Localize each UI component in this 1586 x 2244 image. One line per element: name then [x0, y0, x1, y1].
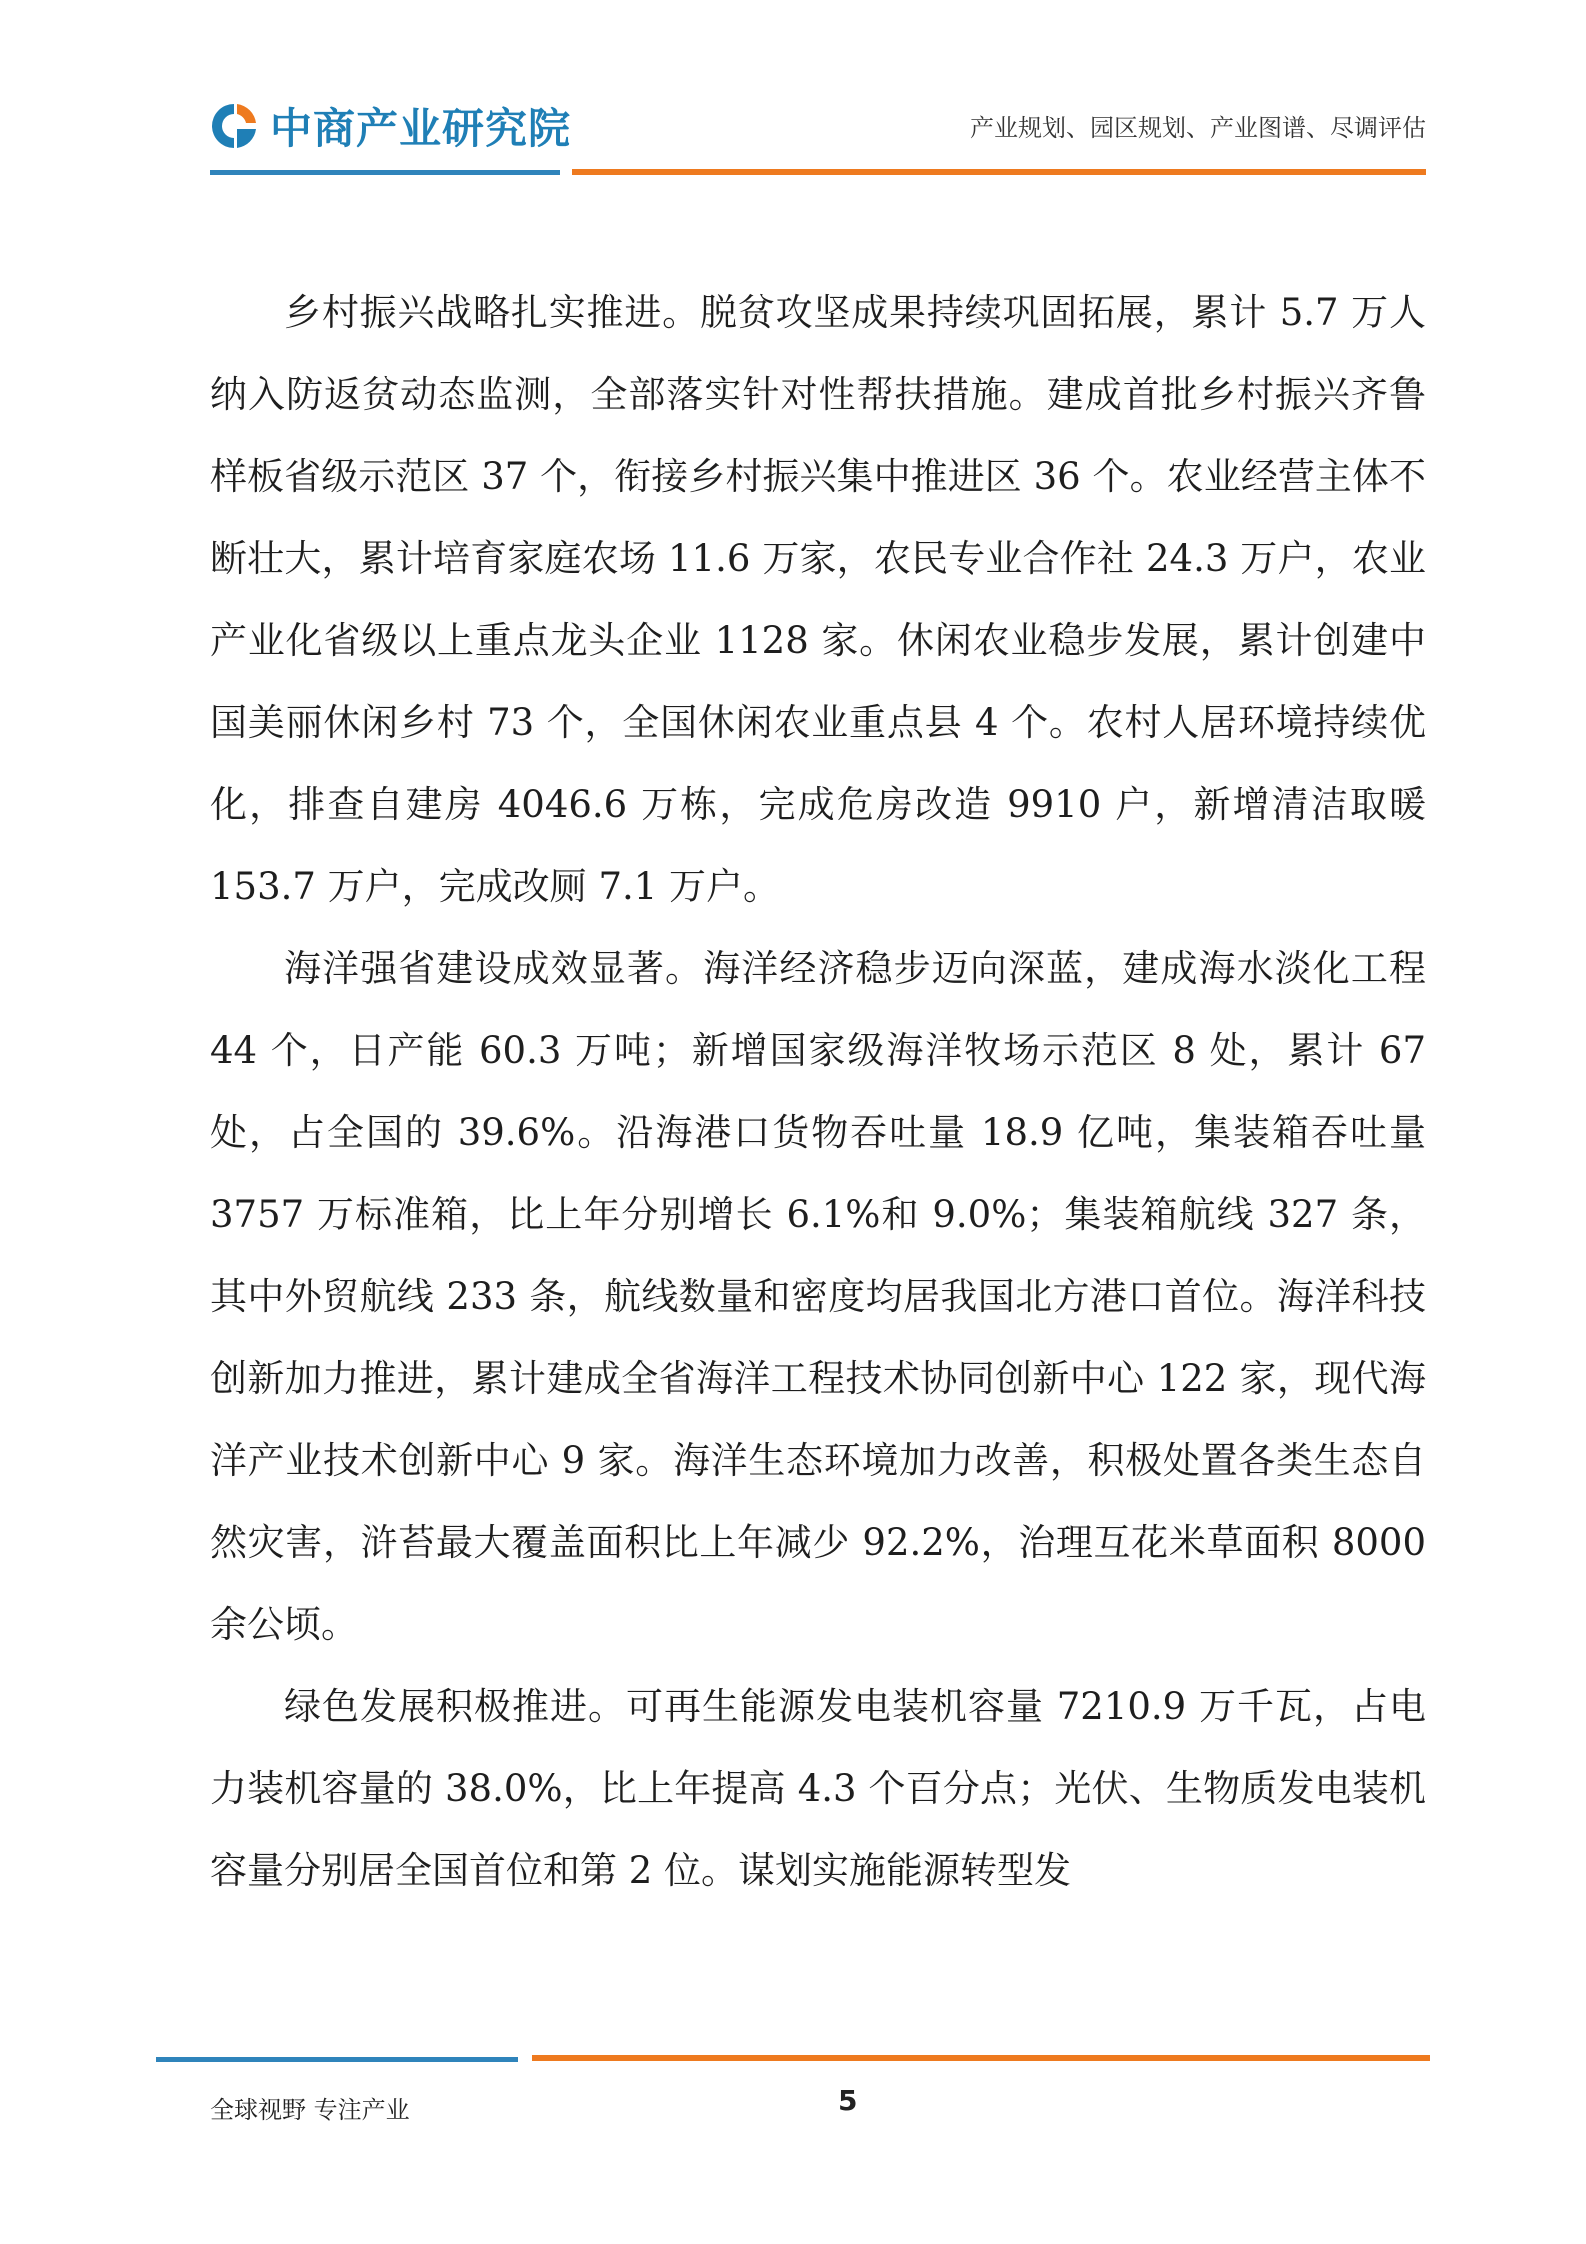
- footer-rule-blue: [156, 2057, 518, 2062]
- header-rule-blue: [210, 170, 560, 175]
- paragraph-rural-revitalization: 乡村振兴战略扎实推进。脱贫攻坚成果持续巩固拓展，累计 5.7 万人纳入防返贫动态监测，全部落实针对性帮扶措施。建成首批乡村振兴齐鲁样板省级示范区 37 个，衔接乡村振兴集中推进区 36 个。农业经营主体不断壮大，累计培育家庭农场 11.6 万家，农民专业合作社 24.3 万户，农业产业化省级以上重点龙头企业 1128 家。休闲农业稳步发展，累计创建中国美丽休闲乡村 73 个，全国休闲农业重点县 4 个。农村人居环境持续优化，排查自建房 4046.6 万栋，完成危房改造 9910 户，新增清洁取暖 153.7 万户，完成改厕 7.1 万户。: [210, 291, 1426, 908]
- logo: [208, 96, 571, 156]
- footer-rule-orange: [532, 2055, 1430, 2061]
- footer-slogan: 全球视野 专注产业: [210, 2096, 410, 2124]
- paragraph-green-development: 绿色发展积极推进。可再生能源发电装机容量 7210.9 万千瓦，占电力装机容量的 38.0%，比上年提高 4.3 个百分点；光伏、生物质发电装机容量分别居全国首位和第 2 位。谋划实施能源转型发: [210, 1685, 1426, 1892]
- header-rule-orange: [572, 169, 1426, 175]
- logo-text: 中商产业研究院: [270, 104, 572, 153]
- page-header: [0, 0, 1586, 190]
- logo-mark-icon: [208, 100, 260, 152]
- page-number: 5: [838, 2084, 858, 2117]
- paragraph-marine-province: 海洋强省建设成效显著。海洋经济稳步迈向深蓝，建成海水淡化工程 44 个，日产能 60.3 万吨；新增国家级海洋牧场示范区 8 处，累计 67 处，占全国的 39.6%。沿海港口货物吞吐量 18.9 亿吨，集装箱吞吐量 3757 万标准箱，比上年分别增长 6.1%和 9.0%；集装箱航线 327 条，其中外贸航线 233 条，航线数量和密度均居我国北方港口首位。海洋科技创新加力推进，累计建成全省海洋工程技术协同创新中心 122 家，现代海洋产业技术创新中心 9 家。海洋生态环境加力改善，积极处置各类生态自然灾害，浒苔最大覆盖面积比上年减少 92.2%，治理互花米草面积 8000 余公顷。: [210, 947, 1426, 1646]
- header-tagline: 产业规划、园区规划、产业图谱、尽调评估: [970, 114, 1426, 142]
- document-body: [210, 272, 1426, 1912]
